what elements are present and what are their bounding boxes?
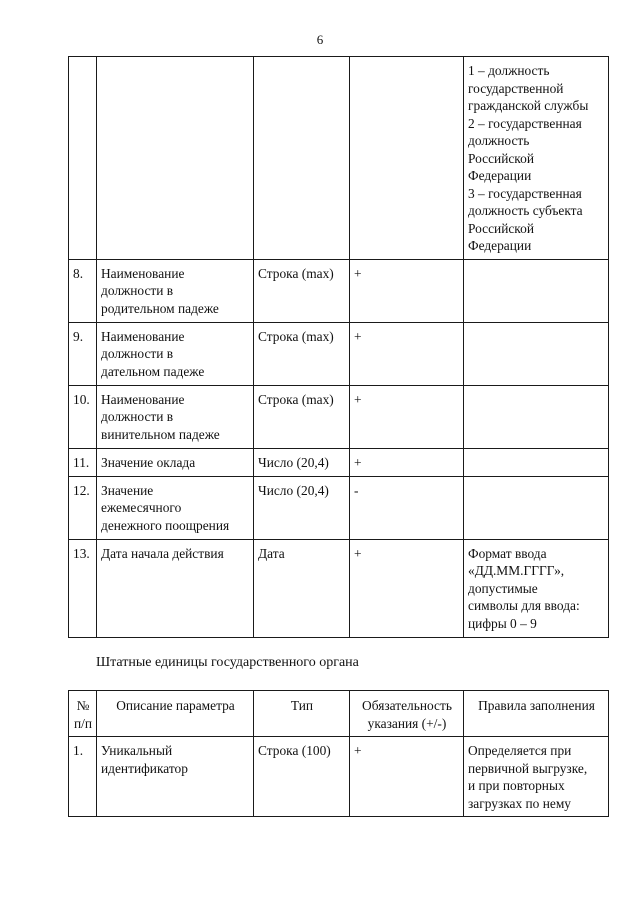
fill-rules-cell bbox=[464, 476, 609, 539]
type-cell: Число (20,4) bbox=[254, 448, 350, 476]
table-row bbox=[69, 737, 609, 817]
row-number-cell: 8. bbox=[69, 259, 97, 322]
required-cell: - bbox=[350, 476, 464, 539]
column-header-fill-rules: Правила заполнения bbox=[464, 691, 609, 737]
parameter-description-cell: Уникальный идентификатор bbox=[97, 737, 254, 817]
row-number-cell: 1. bbox=[69, 737, 97, 817]
fill-rules-cell: 1 – должность государственной гражданской службы 2 – государственная должность Российской Федерации 3 – государственная должность субъекта Российской Федерации bbox=[464, 57, 609, 260]
parameter-description-cell: Дата начала действия bbox=[97, 539, 254, 637]
required-cell: + bbox=[350, 259, 464, 322]
row-number-cell: 12. bbox=[69, 476, 97, 539]
fill-rules-cell bbox=[464, 259, 609, 322]
parameter-description-cell: Значение ежемесячного денежного поощрения bbox=[97, 476, 254, 539]
table-row bbox=[69, 57, 609, 260]
column-header-type: Тип bbox=[254, 691, 350, 737]
page-number: 6 bbox=[316, 32, 324, 47]
fill-rules-cell bbox=[464, 385, 609, 448]
fill-rules-cell bbox=[464, 322, 609, 385]
fill-rules-cell bbox=[464, 448, 609, 476]
table-row bbox=[69, 476, 609, 539]
type-cell: Строка (100) bbox=[254, 737, 350, 817]
table-row bbox=[69, 448, 609, 476]
required-cell: + bbox=[350, 539, 464, 637]
type-cell: Строка (max) bbox=[254, 322, 350, 385]
required-cell: + bbox=[350, 448, 464, 476]
table-row bbox=[69, 322, 609, 385]
parameters-table-continued bbox=[68, 56, 609, 638]
staff-units-table bbox=[68, 690, 609, 817]
parameter-description-cell: Наименование должности в родительном падеже bbox=[97, 259, 254, 322]
type-cell: Строка (max) bbox=[254, 259, 350, 322]
column-header-number: № п/п bbox=[69, 691, 97, 737]
column-header-required: Обязательность указания (+/-) bbox=[350, 691, 464, 737]
row-number-cell: 13. bbox=[69, 539, 97, 637]
required-cell: + bbox=[350, 385, 464, 448]
parameter-description-cell: Наименование должности в дательном падеже bbox=[97, 322, 254, 385]
row-number-cell: 11. bbox=[69, 448, 97, 476]
parameter-description-cell: Наименование должности в винительном падеже bbox=[97, 385, 254, 448]
row-number-cell: 9. bbox=[69, 322, 97, 385]
table-row bbox=[69, 539, 609, 637]
section-heading: Штатные единицы государственного органа bbox=[96, 655, 359, 670]
table-header-row bbox=[69, 691, 609, 737]
parameter-description-cell: Значение оклада bbox=[97, 448, 254, 476]
fill-rules-cell: Формат ввода «ДД.ММ.ГГГГ», допустимые символы для ввода: цифры 0 – 9 bbox=[464, 539, 609, 637]
required-cell bbox=[350, 57, 464, 260]
table-row bbox=[69, 385, 609, 448]
type-cell: Строка (max) bbox=[254, 385, 350, 448]
fill-rules-cell: Определяется при первичной выгрузке, и при повторных загрузках по нему bbox=[464, 737, 609, 817]
required-cell: + bbox=[350, 737, 464, 817]
required-cell: + bbox=[350, 322, 464, 385]
type-cell: Число (20,4) bbox=[254, 476, 350, 539]
table-row bbox=[69, 259, 609, 322]
row-number-cell bbox=[69, 57, 97, 260]
type-cell bbox=[254, 57, 350, 260]
column-header-description: Описание параметра bbox=[97, 691, 254, 737]
row-number-cell: 10. bbox=[69, 385, 97, 448]
parameter-description-cell bbox=[97, 57, 254, 260]
type-cell: Дата bbox=[254, 539, 350, 637]
